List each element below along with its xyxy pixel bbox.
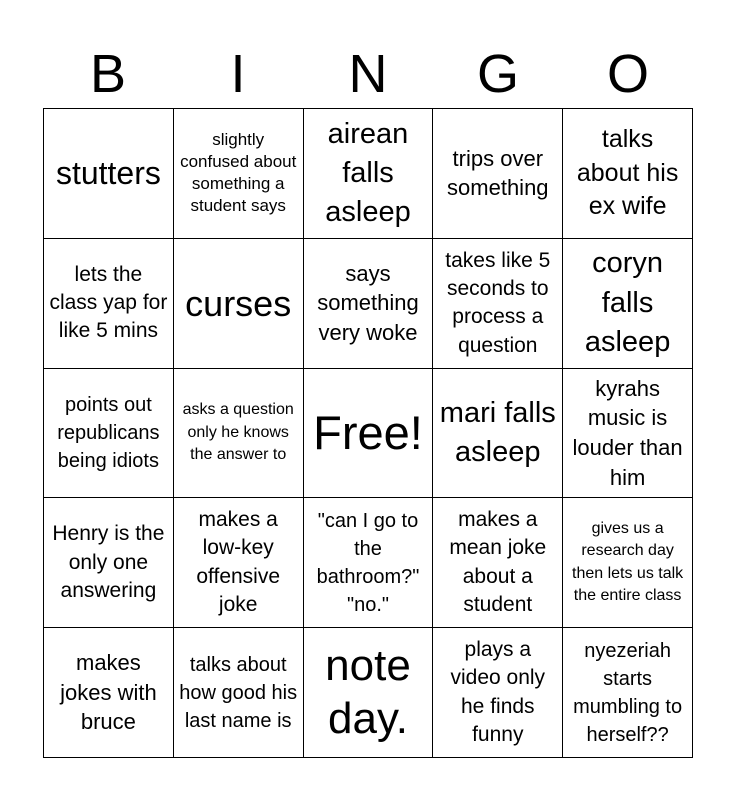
cell-text: "can I go to the bathroom?" "no." [316, 509, 420, 616]
cell-text: talks about his ex wife [576, 124, 679, 221]
cell-text: coryn falls asleep [584, 247, 671, 358]
bingo-cell[interactable] [44, 369, 174, 499]
cell-text: lets the class yap for like 5 mins [49, 262, 168, 343]
bingo-cell[interactable] [174, 239, 304, 369]
cell-text: Henry is the only one answering [52, 522, 165, 602]
header-letter-b: B [89, 44, 127, 104]
bingo-cell[interactable] [563, 369, 693, 499]
cell-text: makes a mean joke about a student [449, 508, 547, 617]
bingo-cell[interactable] [433, 628, 563, 758]
cell-text: nyezeriah starts mumbling to herself?? [573, 639, 683, 746]
cell-text: airean falls asleep [325, 117, 411, 228]
bingo-header [43, 40, 693, 108]
cell-text: points out republicans being idiots [57, 393, 160, 472]
header-letter-i: I [230, 44, 246, 104]
bingo-cell[interactable] [44, 109, 174, 239]
bingo-cell[interactable] [563, 628, 693, 758]
cell-text: mari falls asleep [439, 396, 556, 468]
bingo-cell[interactable] [44, 239, 174, 369]
cell-text: gives us a research day then lets us talk the entire class [572, 520, 684, 605]
free-space-text: Free! [313, 405, 423, 459]
bingo-cell[interactable] [174, 369, 304, 499]
bingo-cell[interactable] [433, 109, 563, 239]
cell-text: makes a low-key offensive joke [196, 508, 281, 617]
bingo-cell[interactable] [304, 628, 434, 758]
cell-text: says something very woke [317, 260, 419, 346]
bingo-cell[interactable] [304, 239, 434, 369]
cell-text: makes jokes with bruce [60, 650, 157, 735]
header-letter-n: N [348, 44, 388, 104]
bingo-cell[interactable] [433, 369, 563, 499]
bingo-card-grid [43, 108, 693, 758]
bingo-cell[interactable] [563, 109, 693, 239]
bingo-cell[interactable] [174, 628, 304, 758]
bingo-cell[interactable] [563, 239, 693, 369]
cell-text: plays a video only he finds funny [450, 637, 546, 746]
bingo-cell[interactable] [304, 109, 434, 239]
cell-text: takes like 5 seconds to process a question [445, 248, 551, 357]
cell-text: stutters [55, 155, 161, 192]
header-letter-g: G [476, 44, 519, 104]
bingo-cell[interactable] [174, 109, 304, 239]
cell-text: curses [185, 282, 292, 324]
cell-text: kyrahs music is louder than him [572, 375, 683, 490]
cell-text: asks a question only he knows the answer to [182, 401, 294, 464]
bingo-cell[interactable] [304, 498, 434, 628]
cell-text: note day. [325, 640, 411, 743]
header-letter-o: O [606, 44, 649, 104]
bingo-cell[interactable] [563, 498, 693, 628]
bingo-cell[interactable] [433, 498, 563, 628]
bingo-cell[interactable] [44, 498, 174, 628]
bingo-cell[interactable] [433, 239, 563, 369]
free-space-cell[interactable] [304, 369, 434, 499]
cell-text: talks about how good his last name is [179, 653, 298, 732]
bingo-cell[interactable] [174, 498, 304, 628]
bingo-cell[interactable] [44, 628, 174, 758]
cell-text: trips over something [447, 145, 549, 201]
cell-text: slightly confused about something a student says [180, 130, 297, 216]
